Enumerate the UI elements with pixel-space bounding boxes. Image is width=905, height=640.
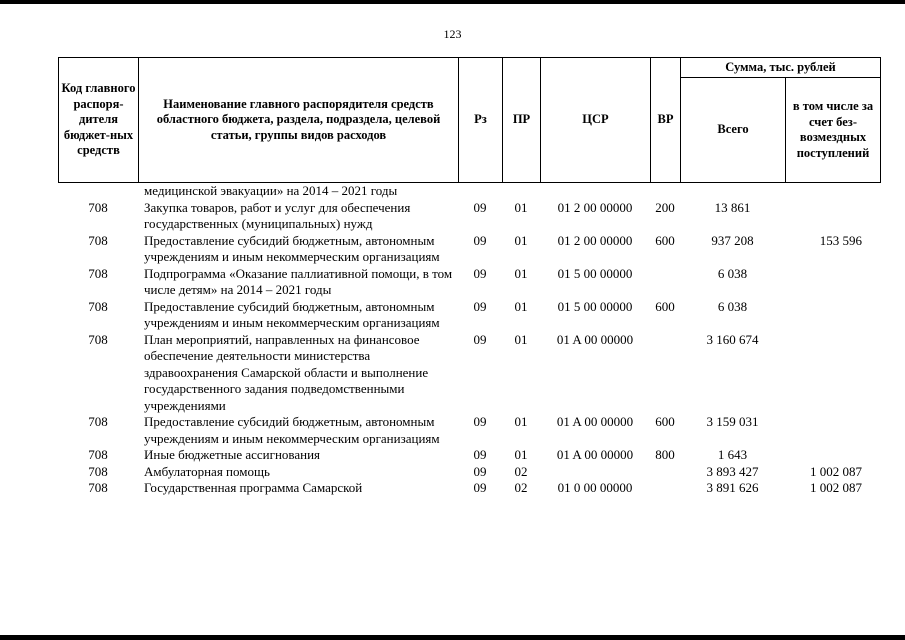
row-rz: 09 [473, 480, 487, 495]
row-grants [785, 266, 880, 299]
header-total: Всего [681, 78, 786, 183]
row-vr: 600 [655, 232, 675, 248]
table-header [58, 57, 881, 183]
row-vr [650, 480, 680, 497]
row-total: 3 893 427 [706, 463, 759, 479]
row-csr: 01 0 00 00000 [557, 480, 633, 495]
row-vr [650, 183, 680, 200]
row-rz: 09 [473, 463, 487, 479]
row-pr: 01 [514, 331, 528, 347]
header-grants: в том числе за счет без-возмездных поступлений [786, 78, 881, 183]
row-code: 708 [88, 232, 108, 248]
row-rz: 09 [473, 199, 487, 215]
row-pr: 01 [514, 232, 528, 248]
row-pr: 01 [514, 298, 528, 314]
row-name: Подпрограмма «Оказание паллиативной помощи, в том числе детям» на 2014 – 2021 годы [144, 265, 453, 297]
row-csr: 01 2 00 00000 [557, 232, 633, 248]
row-name: План мероприятий, направленных на финансовое обеспечение деятельности министерства здравоохранения Самарской области и выполнение государственного задания подведомственными учреждениями [144, 331, 429, 413]
row-name: Закупка товаров, работ и услуг для обеспечения государственных (муниципальных) нужд [144, 199, 411, 231]
header-rz: Рз [459, 58, 503, 183]
row-csr [540, 464, 650, 481]
row-pr: 01 [514, 199, 528, 215]
row-total: 6 038 [717, 298, 748, 314]
row-code: 708 [88, 447, 108, 462]
row-pr: 02 [514, 463, 528, 479]
row-grants: 153 596 [819, 232, 862, 248]
row-code: 708 [88, 463, 108, 479]
table-row [58, 183, 880, 200]
header-pr: ПР [503, 58, 541, 183]
header-vr: ВР [651, 58, 681, 183]
row-pr: 01 [514, 265, 528, 281]
row-code: 708 [88, 480, 108, 495]
row-pr: 01 [514, 414, 528, 429]
row-vr: 600 [655, 414, 675, 429]
bottom-rule [0, 635, 905, 640]
row-vr [650, 332, 680, 415]
row-rz: 09 [473, 265, 487, 281]
row-grants: 1 002 087 [810, 463, 862, 479]
header-sum-group: Сумма, тыс. рублей [681, 58, 881, 78]
row-csr: 01 A 00 00000 [556, 414, 634, 429]
header-name: Наименование главного распорядителя средств областного бюджета, раздела, подраздела, целевой статьи, группы видов расходов [139, 58, 459, 183]
header-code: Код главного распоря-дителя бюджет-ных средств [59, 58, 139, 183]
row-name: Предоставление субсидий бюджетным, автономным учреждениям и иным некоммерческим организациям [144, 298, 440, 330]
table-row [58, 332, 880, 415]
row-code: 708 [88, 414, 108, 429]
row-grants [785, 299, 880, 332]
row-name: Иные бюджетные ассигнования [144, 447, 321, 462]
table-row [58, 414, 880, 447]
row-csr: 01 2 00 00000 [557, 199, 633, 215]
table-row [58, 480, 880, 497]
row-pr: 02 [514, 480, 528, 495]
row-name: Предоставление субсидий бюджетным, автономным учреждениям и иным некоммерческим организациям [144, 232, 440, 264]
row-rz: 09 [473, 331, 487, 347]
row-rz: 09 [473, 232, 487, 248]
row-name: Государственная программа Самарской [144, 480, 363, 495]
row-csr: 01 A 00 00000 [556, 331, 634, 347]
row-code: 708 [88, 265, 108, 281]
row-name: медицинской эвакуации» на 2014 – 2021 годы [144, 183, 398, 198]
table-row [58, 464, 880, 481]
row-code: 708 [88, 298, 108, 314]
top-rule [0, 0, 905, 4]
table-body [58, 183, 880, 497]
row-grants [785, 200, 880, 233]
row-csr: 01 5 00 00000 [557, 298, 633, 314]
row-grants [785, 183, 880, 200]
row-total [680, 183, 785, 200]
row-total: 6 038 [717, 265, 748, 281]
row-total: 1 643 [717, 447, 748, 462]
row-rz [458, 183, 502, 200]
row-grants [785, 414, 880, 447]
row-total: 3 160 674 [706, 331, 759, 347]
row-total: 13 861 [714, 199, 751, 215]
header-csr: ЦСР [541, 58, 651, 183]
row-vr [650, 266, 680, 299]
page-number: 123 [443, 27, 462, 41]
row-csr [540, 183, 650, 200]
row-code: 708 [88, 331, 108, 347]
row-code: 708 [88, 199, 108, 215]
row-rz: 09 [473, 298, 487, 314]
row-code [58, 183, 138, 200]
row-pr [502, 183, 540, 200]
table-row [58, 266, 880, 299]
row-rz: 09 [473, 414, 487, 429]
row-grants: 1 002 087 [810, 480, 862, 495]
row-grants [785, 447, 880, 464]
row-rz: 09 [473, 447, 487, 462]
row-csr: 01 A 00 00000 [556, 447, 634, 462]
row-vr: 800 [655, 447, 675, 462]
row-name: Предоставление субсидий бюджетным, автономным учреждениям и иным некоммерческим организациям [144, 414, 440, 446]
row-vr: 600 [655, 298, 675, 314]
row-csr: 01 5 00 00000 [557, 265, 633, 281]
row-total: 3 891 626 [706, 480, 759, 495]
table-row [58, 200, 880, 233]
row-vr: 200 [655, 199, 675, 215]
row-name: Амбулаторная помощь [144, 463, 270, 479]
table-row [58, 447, 880, 464]
row-total: 3 159 031 [706, 414, 759, 429]
table-row [58, 299, 880, 332]
row-vr [650, 464, 680, 481]
table-row [58, 233, 880, 266]
row-grants [785, 332, 880, 415]
row-total: 937 208 [711, 232, 754, 248]
row-pr: 01 [514, 447, 528, 462]
